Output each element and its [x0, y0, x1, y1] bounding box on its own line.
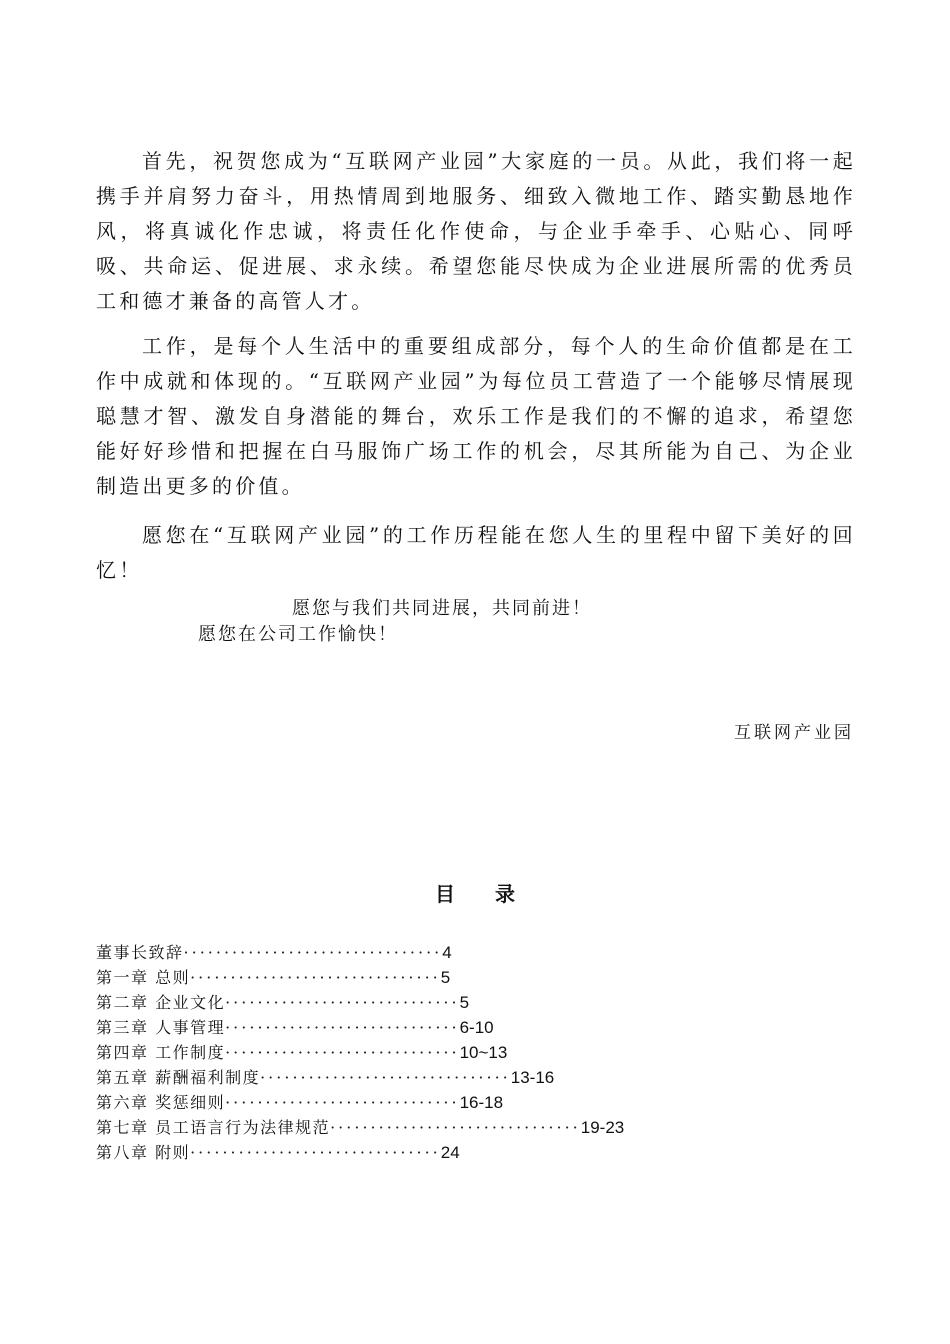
toc-entry[interactable] [96, 1015, 856, 1040]
signature: 互联网产业园 [734, 723, 854, 743]
toc-title: 目录 [435, 882, 555, 906]
toc-entry-page: 19-23 [580, 1118, 625, 1137]
toc-entry-page: 5 [440, 968, 451, 987]
toc-leader-dots: ······························· [190, 968, 441, 987]
toc-leader-dots: ······························· [260, 1068, 511, 1087]
toc-entry-page: 10~13 [459, 1043, 508, 1062]
toc-entry-label: 第二章 企业文化 [96, 993, 226, 1012]
toc-entry[interactable] [96, 940, 856, 965]
toc-entry-label: 第三章 人事管理 [96, 1018, 226, 1037]
toc-entry-label: 第八章 附则 [96, 1143, 191, 1162]
table-of-contents [96, 940, 856, 1165]
toc-entry-label: 第一章 总则 [96, 968, 191, 987]
toc-entry-label: 董事长致辞 [96, 943, 184, 962]
toc-entry-page: 13-16 [510, 1068, 555, 1087]
toc-entry-page: 24 [440, 1143, 460, 1162]
toc-leader-dots: ······························· [190, 1143, 441, 1162]
toc-entry-label: 第七章 员工语言行为法律规范 [96, 1118, 331, 1137]
toc-entry[interactable] [96, 1040, 856, 1065]
welcome-paragraph-3: 愿您在“互联网产业园”的工作历程能在您人生的里程中留下美好的回忆！ [96, 523, 856, 582]
toc-entry-label: 第四章 工作制度 [96, 1043, 226, 1062]
toc-entry-page: 4 [442, 943, 452, 962]
toc-entry[interactable] [96, 1090, 856, 1115]
toc-leader-dots: ······························· [330, 1118, 581, 1137]
toc-entry[interactable] [96, 1115, 856, 1140]
toc-entry-page: 5 [459, 993, 470, 1012]
toc-entry-page: 16-18 [459, 1093, 504, 1112]
toc-entry[interactable] [96, 1065, 856, 1090]
welcome-paragraph-1: 首先，祝贺您成为“互联网产业园”大家庭的一员。从此，我们将一起携手并肩努力奋斗，用热情周到地服务、细致入微地工作、踏实勤恳地作风，将真诚化作忠诚，将责任化作使命，与企业手牵手、心贴心、同呼吸、共命运、促进展、求永续。希望您能尽快成为企业进展所需的优秀员工和德才兼备的高管人才。 [96, 149, 856, 313]
closing-wish-1: 愿您与我们共同进展，共同前进！ [292, 598, 592, 619]
toc-leader-dots: ····························· [225, 1093, 460, 1112]
toc-entry[interactable] [96, 965, 856, 990]
toc-entry-label: 第五章 薪酬福利制度 [96, 1068, 261, 1087]
toc-entry-page: 6-10 [459, 1018, 494, 1037]
welcome-paragraph-2: 工作，是每个人生活中的重要组成部分，每个人的生命价值都是在工作中成就和体现的。“互联网产业园”为每位员工营造了一个能够尽情展现聪慧才智、激发自身潜能的舞台，欢乐工作是我们的不懈的追求，希望您能好好珍惜和把握在白马服饰广场工作的机会，尽其所能为自己、为企业制造出更多的价值。 [96, 334, 856, 498]
toc-leader-dots: ····························· [225, 1018, 460, 1037]
toc-entry-label: 第六章 奖惩细则 [96, 1093, 226, 1112]
toc-leader-dots: ····························· [225, 993, 460, 1012]
toc-leader-dots: ····························· [225, 1043, 460, 1062]
closing-wish-2: 愿您在公司工作愉快！ [198, 624, 398, 645]
toc-entry[interactable] [96, 1140, 856, 1165]
toc-leader-dots: ································ [183, 943, 443, 962]
toc-entry[interactable] [96, 990, 856, 1015]
